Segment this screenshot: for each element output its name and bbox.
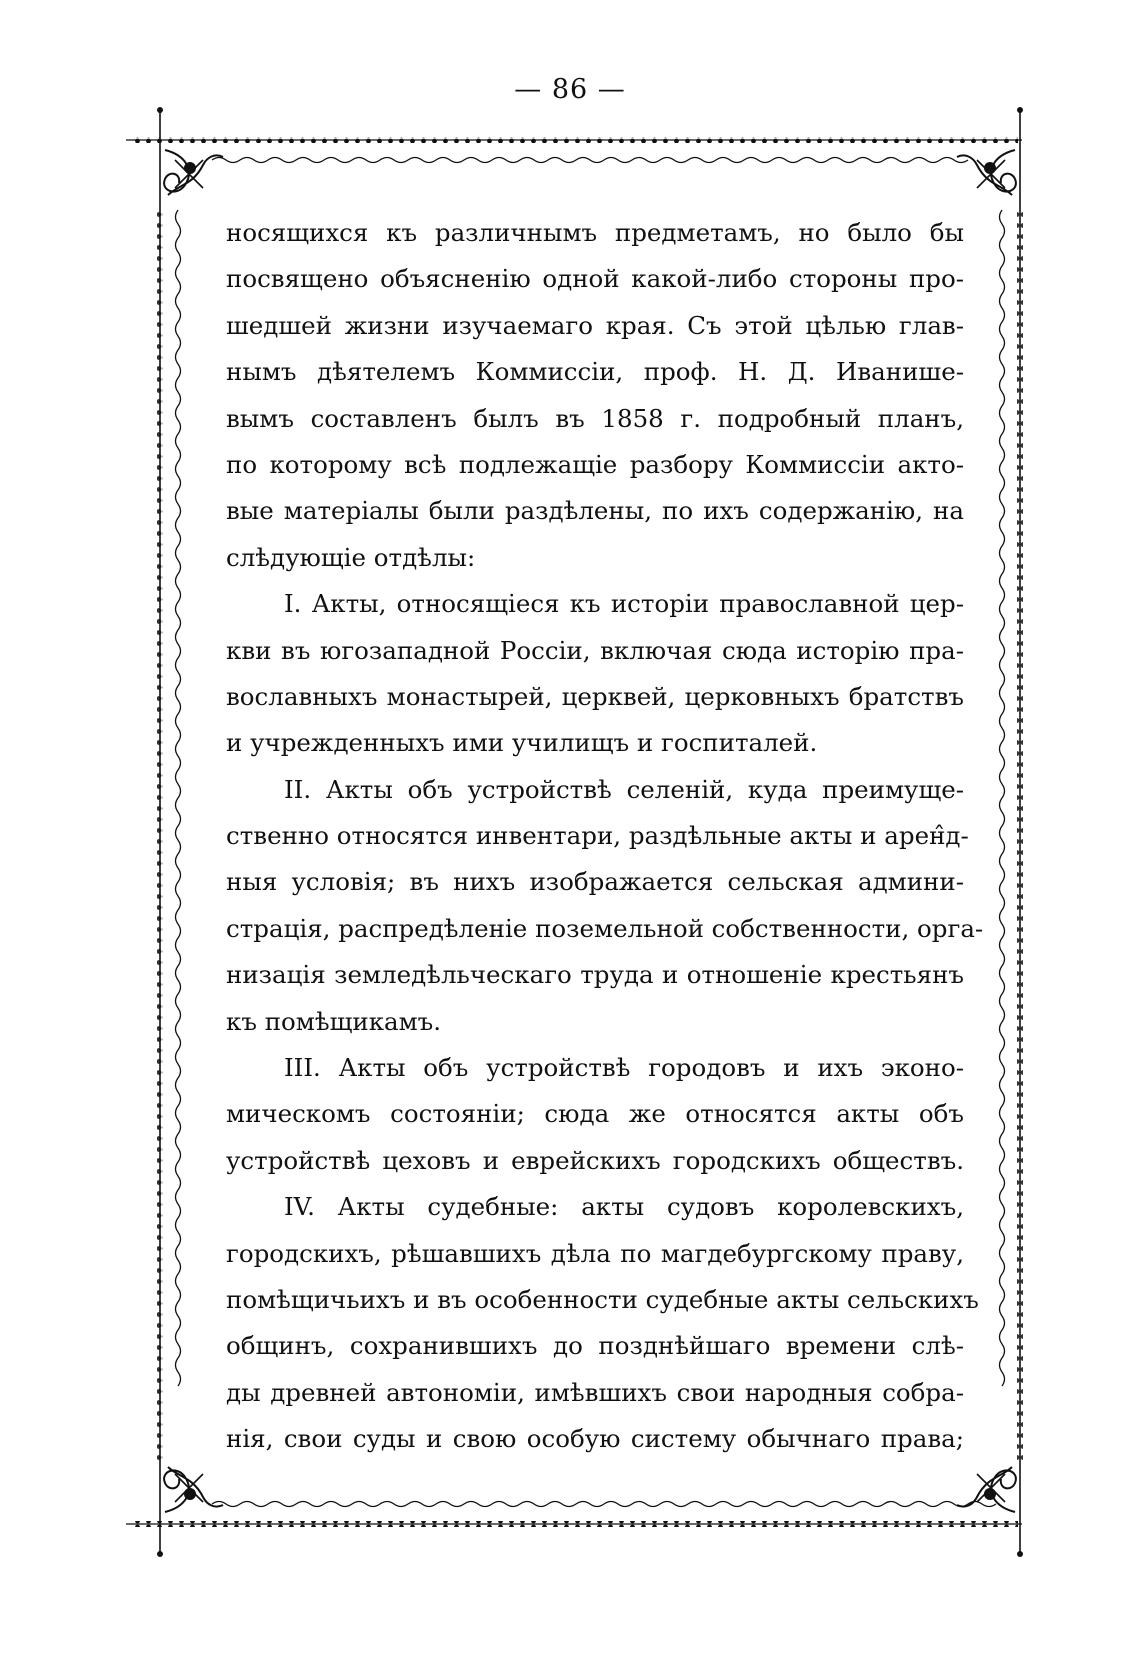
text-line: страція, распредѣленіе поземельной собственности, орга-	[226, 913, 984, 943]
text-line: кви въ югозападной Россіи, включая сюда исторію пра-	[226, 635, 964, 665]
text-line: ныя условія; въ нихъ изображается сельская админи-	[226, 867, 964, 897]
bottom-wave	[212, 1502, 996, 1507]
right-wave	[1000, 210, 1005, 1386]
corner-ornament-bottom-left	[164, 1467, 223, 1512]
text-line: носящихся къ различнымъ предметамъ, но было бы	[226, 218, 964, 247]
text-line: нымъ дѣятелемъ Коммиссіи, проф. Н. Д. Иванише-	[226, 357, 964, 387]
text-line: ственно относятся инвентари, раздѣльные акты и арен̂д-	[226, 821, 969, 851]
text-line: устройствѣ цеховъ и еврейскихъ городскихъ обществъ.	[226, 1145, 964, 1175]
text-line: помѣщичьихъ и въ особенности судебные акты сельскихъ	[226, 1284, 979, 1314]
text-line: III. Акты объ устройствѣ городовъ и ихъ эконо-	[284, 1053, 964, 1083]
text-line: по которому всѣ подлежащіе разбору Коммиссіи акто-	[226, 449, 964, 479]
text-line: I. Акты, относящіеся къ исторіи православной цер-	[284, 589, 964, 619]
text-line: вымъ составленъ былъ въ 1858 г. подробный планъ,	[226, 403, 964, 433]
top-wave	[212, 158, 968, 163]
text-line: II. Акты объ устройствѣ селеній, куда преимуще-	[284, 774, 964, 804]
text-line: посвящено объясненію одной какой-либо стороны про-	[226, 264, 964, 294]
text-line: вые матеріалы были раздѣлены, по ихъ содержанію, на	[226, 496, 964, 526]
left-wave	[176, 210, 181, 1386]
corner-ornament-top-right	[957, 150, 1016, 195]
page-number: — 86 —	[514, 74, 626, 105]
corner-ornament-top-left	[164, 150, 223, 195]
text-line: вославныхъ монастырей, церквей, церковныхъ братствъ	[226, 681, 964, 711]
body-text	[226, 210, 984, 1463]
text-line: и учрежденныхъ ими училищъ и госпиталей.	[226, 728, 818, 758]
text-line: общинъ, сохранившихъ до позднѣйшаго времени слѣ-	[226, 1331, 964, 1361]
text-line: слѣдующіе отдѣлы:	[226, 542, 476, 572]
text-line: IV. Акты судебные: акты судовъ королевскихъ,	[284, 1192, 964, 1222]
text-line: къ помѣщикамъ.	[226, 1006, 442, 1036]
text-line: шедшей жизни изучаемаго края. Съ этой цѣлью глав-	[226, 310, 964, 340]
text-line: низація земледѣльческаго труда и отношеніе крестьянъ	[226, 960, 964, 990]
text-line: городскихъ, рѣшавшихъ дѣла по магдебургскому праву,	[226, 1238, 964, 1268]
text-line: нія, свои суды и свою особую систему обычнаго права;	[226, 1424, 964, 1454]
text-line: мическомъ состояніи; сюда же относятся акты объ	[226, 1099, 964, 1129]
text-line: ды древней автономіи, имѣвшихъ свои народныя собра-	[226, 1377, 964, 1407]
